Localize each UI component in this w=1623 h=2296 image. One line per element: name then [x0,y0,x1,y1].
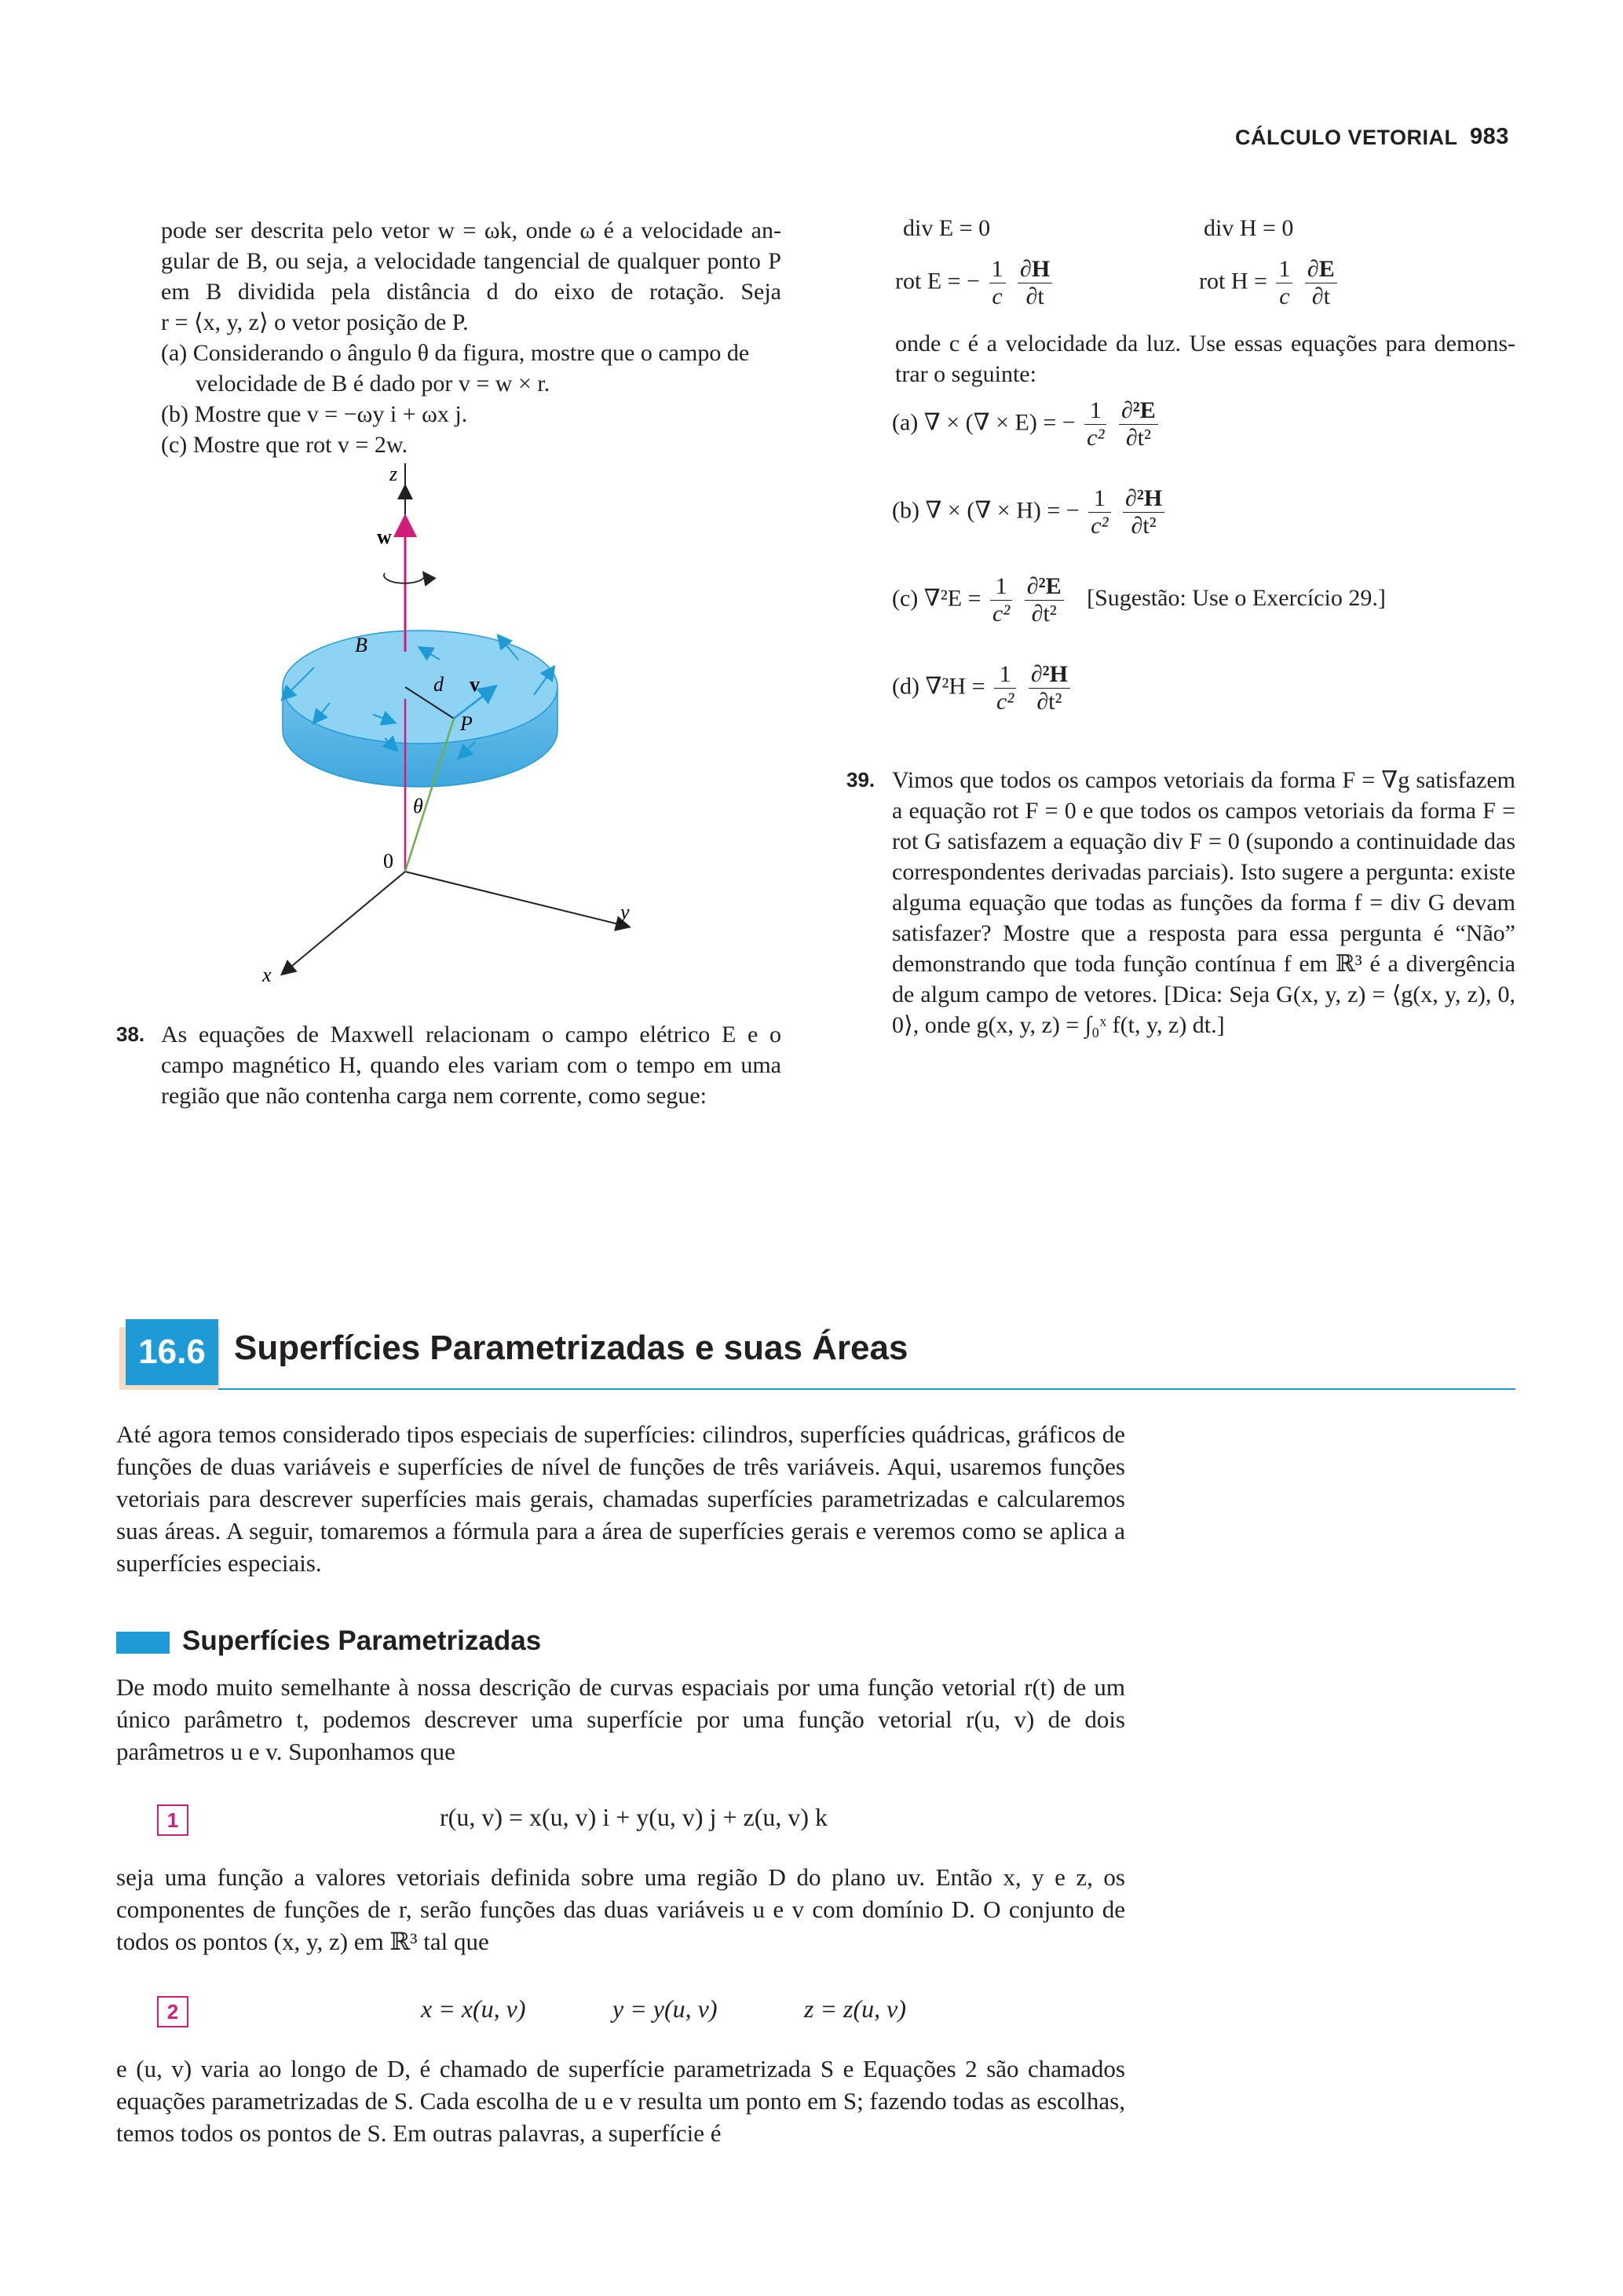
label-w: w [377,525,392,548]
frac-num: ∂²E [1119,397,1158,425]
equation-2-z: z = z(u, v) [804,1994,907,2023]
running-title: CÁLCULO VETORIAL [1235,126,1458,149]
part-c: (c) Mostre que rot v = 2w. [161,432,408,458]
part-c-lhs: (c) ∇²E = [892,585,981,612]
text-line: trar o seguinte: [895,361,1036,387]
part-a: (a) Considerando o ângulo θ da figura, mostre que o campo de velocidade de B é dado por v = w × r. [161,340,750,397]
label-x: x [262,963,272,986]
disk-top [283,631,557,744]
frac-den: ∂t² [1131,513,1157,539]
exercise-38-number: 38. [116,1022,145,1046]
maxwell-note [895,328,1515,389]
x-axis [283,872,405,974]
section-number: 16.6 [126,1319,218,1385]
rot-h-lhs: rot H = [1199,268,1267,294]
frac-num: 1 [994,661,1016,689]
rotating-disk-figure [259,463,667,997]
frac-num: 1 [1276,256,1292,283]
text-line: pode ser descrita pelo vetor w = ωk, onde ω é a velocidade an- [161,218,781,243]
hint-c: [Sugestão: Use o Exercício 29.] [1087,585,1386,612]
frac-den: ∂t² [1125,425,1151,451]
exercise-39-text [892,765,1515,1040]
frac-den: c² [1091,513,1109,539]
equation-1: r(u, v) = x(u, v) i + y(u, v) j + z(u, v) k [440,1803,828,1831]
label-B: B [355,634,367,656]
subsection-marker [116,1632,170,1654]
frac-den: ∂t² [1036,689,1062,715]
text-line: em B dividida pela distância d do eixo de rotação. Seja [161,279,781,305]
part-d-lhs: (d) ∇²H = [892,673,985,700]
eq-rot-h [1199,256,1340,310]
frac-num: ∂²H [1029,661,1070,689]
eq-rot-e [895,256,1055,310]
label-origin: 0 [383,850,393,872]
page-number: 983 [1470,124,1509,149]
equation-2-label: 2 [157,1996,188,2027]
eq-div-h: div H = 0 [1204,215,1294,241]
frac-num: 1 [989,256,1006,283]
frac-den: c [1279,283,1290,309]
frac-num: ∂²E [1025,573,1064,601]
text-line: gular de B, ou seja, a velocidade tangencial de qualquer ponto P [161,248,781,274]
label-P: P [460,712,473,735]
para3-text: e (u, v) varia ao longo de D, é chamado de superfície parametrizada S e Equações 2 são chamados equações parametrizadas de S. Cada escolha de u e v resulta um ponto em S; fazendo todas as escolhas, temos todos os pontos de S. Em outras palavras, a superfície é [116,2055,1125,2147]
exercise-39-body: Vimos que todos os campos vetoriais da forma F = ∇g satisfazem a equação rot F = 0 e que todos os campos vetoriais da forma F = rot G satisfazem a equação div F = 0 (supondo a continuidade das correspondentes derivadas parciais). Isto sugere a pergunta: existe alguma equação que todas as funções da forma f = div G devam satisfazer? Mostre que a resposta para essa pergunta é “Não” demonstrando que toda função contínua f em ℝ³ é a divergência de algum campo de vetores. [Dica: Seja G(x, y, z) = ⟨g(x, y, z), 0, 0⟩, onde g(x, y, z) = ∫₀ˣ f(t, y, z) dt.] [892,767,1515,1038]
label-y: y [620,901,630,923]
section-title: Superfícies Parametrizadas e suas Áreas [234,1329,908,1367]
eq-div-e: div E = 0 [903,215,991,241]
section-rule [218,1388,1515,1390]
frac-den: c² [992,601,1011,627]
subsection-title: Superfícies Parametrizadas [182,1625,542,1656]
part-a-eq [892,397,1161,452]
frac-den: ∂t² [1031,601,1057,627]
part-b-lhs: (b) ∇ × (∇ × H) = − [892,497,1080,524]
part-a-lhs: (a) ∇ × (∇ × E) = − [892,409,1076,436]
paragraph-2 [116,1861,1125,1958]
equation-2-y: y = y(u, v) [612,1994,718,2023]
equation-2-x: x = x(u, v) [421,1994,526,2023]
exercise-37-continued [161,215,781,460]
part-c-eq [892,573,1386,627]
frac-den: c² [1087,425,1105,451]
frac-num: 1 [1088,485,1110,513]
part-d-eq [892,661,1073,715]
exercise-38-text [161,1019,781,1111]
text-line: região que não contenha carga nem corrente, como segue: [161,1083,707,1109]
frac-den: c [992,283,1003,309]
para2-text: seja uma função a valores vetoriais definida sobre uma região D do plano uv. Então x, y e z, os componentes de funções de r, serão funções das duas variáveis u e v com domínio D. O conjunto de todos os pontos (x, y, z) em ℝ³ tal que [116,1863,1125,1955]
text-line: As equações de Maxwell relacionam o campo elétrico E e o [161,1022,781,1047]
label-d: d [433,673,444,696]
text-line: r = ⟨x, y, z⟩ o vetor posição de P. [161,309,469,335]
label-v: v [470,673,480,696]
paragraph-3 [116,2053,1125,2149]
text-line: campo magnético H, quando eles variam com o tempo em uma [161,1052,781,1078]
frac-num: ∂H [1018,256,1052,283]
part-b: (b) Mostre que v = −ωy i + ωx j. [161,401,468,427]
frac-num: ∂E [1305,256,1337,283]
intro-paragraph [116,1418,1125,1579]
frac-den: c² [996,689,1014,715]
y-axis [405,872,628,927]
intro-text: Até agora temos considerado tipos especiais de superfícies: cilindros, superfícies quádricas, gráficos de funções de duas variáveis e superfícies de nível de funções de três variáveis. Aqui, usaremos funções vetoriais para descrever superfícies mais gerais, chamadas superfícies parametrizadas e calcularemos suas áreas. A seguir, tomaremos a fórmula para a área de superfícies gerais e veremos como se aplica a superfícies especiais. [116,1420,1125,1577]
para1-text: De modo muito semelhante à nossa descrição de curvas espaciais por uma função vetorial r(t) de um único parâmetro t, podemos descrever uma superfície por uma função vetorial r(u, v) de dois parâmetros u e v. Suponhamos que [116,1673,1125,1765]
text-line: onde c é a velocidade da luz. Use essas equações para demons- [895,331,1515,356]
frac-den: ∂t [1311,283,1330,309]
exercise-39-number: 39. [846,768,875,792]
equation-1-label: 1 [157,1804,188,1836]
label-theta: θ [413,795,423,817]
label-z: z [389,463,398,485]
paragraph-1 [116,1671,1125,1768]
frac-num: ∂²H [1123,485,1164,513]
part-b-eq [892,485,1168,539]
rot-e-lhs: rot E = − [895,268,980,294]
frac-den: ∂t [1025,283,1044,309]
frac-num: 1 [990,573,1012,601]
frac-num: 1 [1084,397,1106,425]
